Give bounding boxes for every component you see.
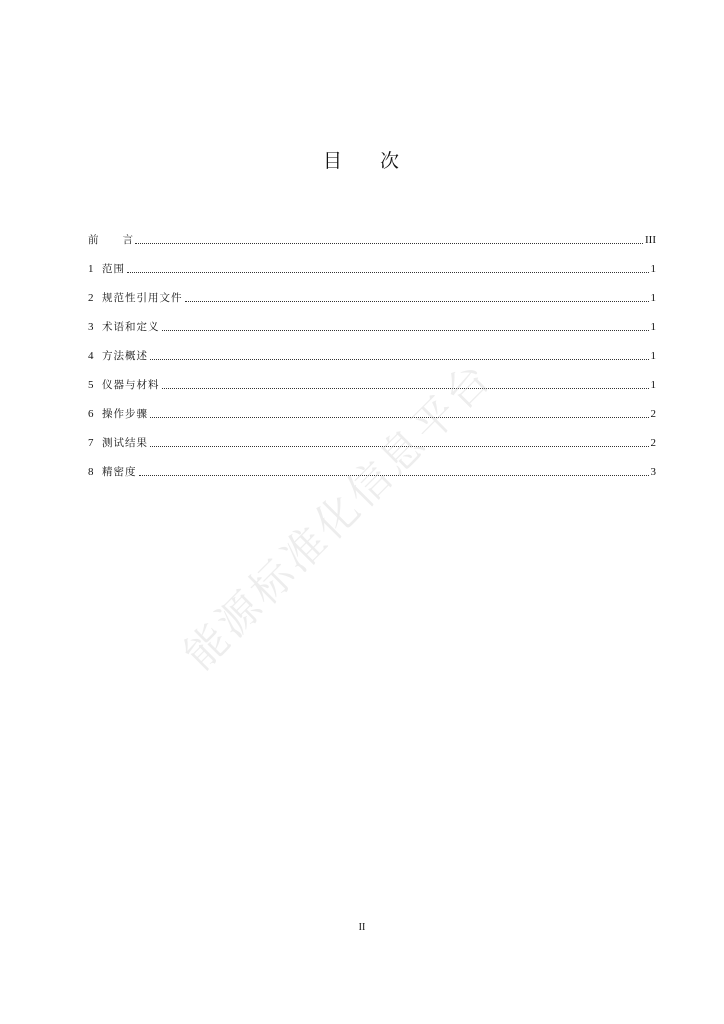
toc-page-number: 1 [650,263,656,275]
toc-section-number: 4 [88,350,94,362]
toc-page-number: 1 [650,292,656,304]
toc-section-number: 6 [88,408,94,420]
toc-leader-dots [150,358,649,360]
toc-section-number: 3 [88,321,94,333]
toc-page-number: 1 [650,321,656,333]
toc-entry-5[interactable] [88,363,656,392]
footer-page-number: II [358,922,366,933]
table-of-contents [88,218,656,479]
toc-entry-label: 仪器与材料 [102,379,160,391]
toc-leader-dots [150,416,649,418]
toc-entry-1[interactable] [88,247,656,276]
toc-entry-label: 范围 [102,263,125,275]
toc-page-number: 2 [650,408,656,420]
toc-section-number: 5 [88,379,94,391]
page-title [0,146,724,173]
toc-entry-label: 测试结果 [102,437,148,449]
toc-leader-dots [127,271,649,273]
toc-entry-label: 术语和定义 [102,321,160,333]
toc-section-number: 2 [88,292,94,304]
toc-page-number: 3 [650,466,656,478]
toc-page-number: III [645,234,656,246]
toc-section-number: 8 [88,466,94,478]
toc-entry-4[interactable] [88,334,656,363]
toc-entry-2[interactable] [88,276,656,305]
toc-entry-8[interactable] [88,450,656,479]
toc-leader-dots [135,242,643,244]
toc-page-number: 1 [650,379,656,391]
toc-entry-foreword[interactable] [88,218,656,247]
toc-entry-6[interactable] [88,392,656,421]
toc-entry-label: 精密度 [102,466,137,478]
toc-leader-dots [139,474,649,476]
toc-entry-3[interactable] [88,305,656,334]
toc-leader-dots [162,329,649,331]
toc-section-number: 1 [88,263,94,275]
toc-entry-label: 规范性引用文件 [102,292,183,304]
page-title-left: 目 [322,150,344,172]
toc-leader-dots [162,387,649,389]
toc-leader-dots [185,300,649,302]
toc-entry-7[interactable] [88,421,656,450]
toc-page-number: 2 [650,437,656,449]
toc-entry-label: 方法概述 [102,350,148,362]
toc-page-number: 1 [650,350,656,362]
toc-entry-label: 前 言 [88,234,133,246]
toc-section-number: 7 [88,437,94,449]
toc-entry-label: 操作步骤 [102,408,148,420]
page-title-right: 次 [380,150,402,172]
watermark: 能源标准化信息平台 [174,351,502,680]
toc-leader-dots [150,445,649,447]
